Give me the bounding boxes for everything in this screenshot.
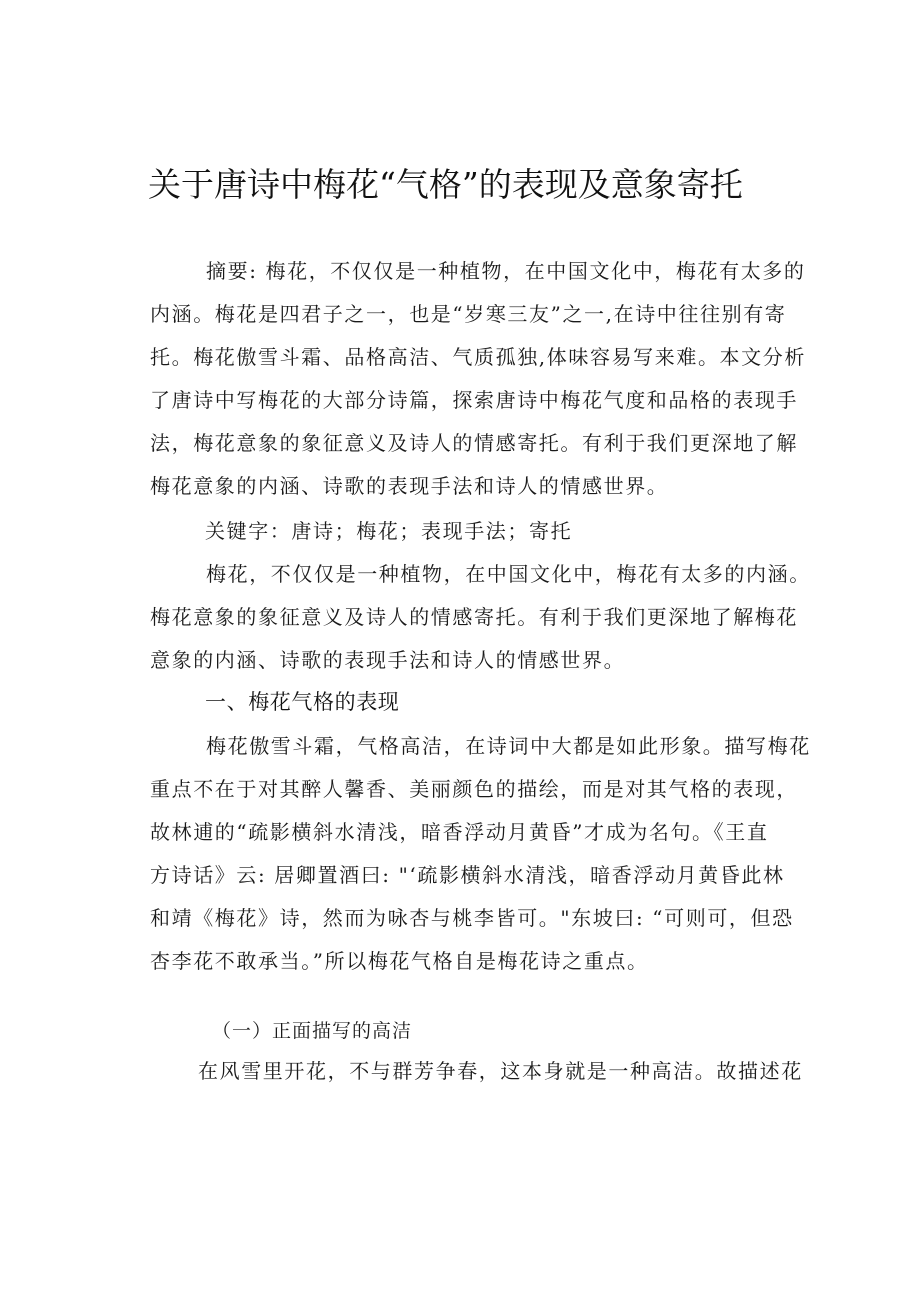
intro-line: 意象的内涵、诗歌的表现手法和诗人的情感世界。	[150, 648, 626, 672]
abstract-line: 摘要: 梅花，不仅仅是一种植物，在中国文化中，梅花有太多的	[206, 259, 806, 283]
document-title: 关于唐诗中梅花“气格”的表现及意象寄托	[148, 165, 743, 204]
subsection-line: 在风雪里开花，不与群芳争春，这本身就是一种高洁。故描述花	[198, 1059, 803, 1083]
section-line: 重点不在于对其醉人馨香、美丽颜色的描绘，而是对其气格的表现，	[150, 777, 798, 801]
section-line: 方诗话》云: 居卿置酒曰: "‘疏影横斜水清浅，暗香浮动月黄昏此林	[150, 863, 785, 887]
abstract-line: 内涵。梅花是四君子之一，也是“岁寒三友”之一,在诗中往往别有寄	[150, 302, 787, 326]
abstract-line: 了唐诗中写梅花的大部分诗篇，探索唐诗中梅花气度和品格的表现手	[150, 388, 798, 412]
abstract-line: 梅花意象的内涵、诗歌的表现手法和诗人的情感世界。	[150, 474, 669, 498]
subsection-heading: （一）正面描写的高洁	[212, 1020, 413, 1042]
intro-line: 梅花，不仅仅是一种植物，在中国文化中，梅花有太多的内涵。	[206, 562, 811, 586]
abstract-line: 托。梅花傲雪斗霜、品格高洁、气质孤独,体味容易写来难。本文分析	[150, 345, 806, 369]
section-paragraph	[150, 725, 810, 983]
keywords-line: 关键字：唐诗；梅花；表现手法；寄托	[205, 519, 573, 543]
intro-line: 梅花意象的象征意义及诗人的情感寄托。有利于我们更深地了解梅花	[150, 605, 798, 629]
abstract-line: 法，梅花意象的象征意义及诗人的情感寄托。有利于我们更深地了解	[150, 431, 798, 455]
section-line: 和靖《梅花》诗，然而为咏杏与桃李皆可。"东坡曰: “可则可，但恐	[150, 906, 794, 930]
section-heading: 一、梅花气格的表现	[205, 690, 400, 714]
section-line: 杏李花不敢承当。”所以梅花气格自是梅花诗之重点。	[150, 949, 649, 973]
intro-paragraph	[150, 553, 810, 682]
section-line: 梅花傲雪斗霜，气格高洁，在诗词中大都是如此形象。描写梅花	[206, 734, 811, 758]
abstract-paragraph	[150, 250, 810, 508]
subsection-paragraph	[198, 1050, 818, 1093]
section-line: 故林逋的“疏影横斜水清浅，暗香浮动月黄昏”才成为名句。《王直	[150, 820, 769, 844]
